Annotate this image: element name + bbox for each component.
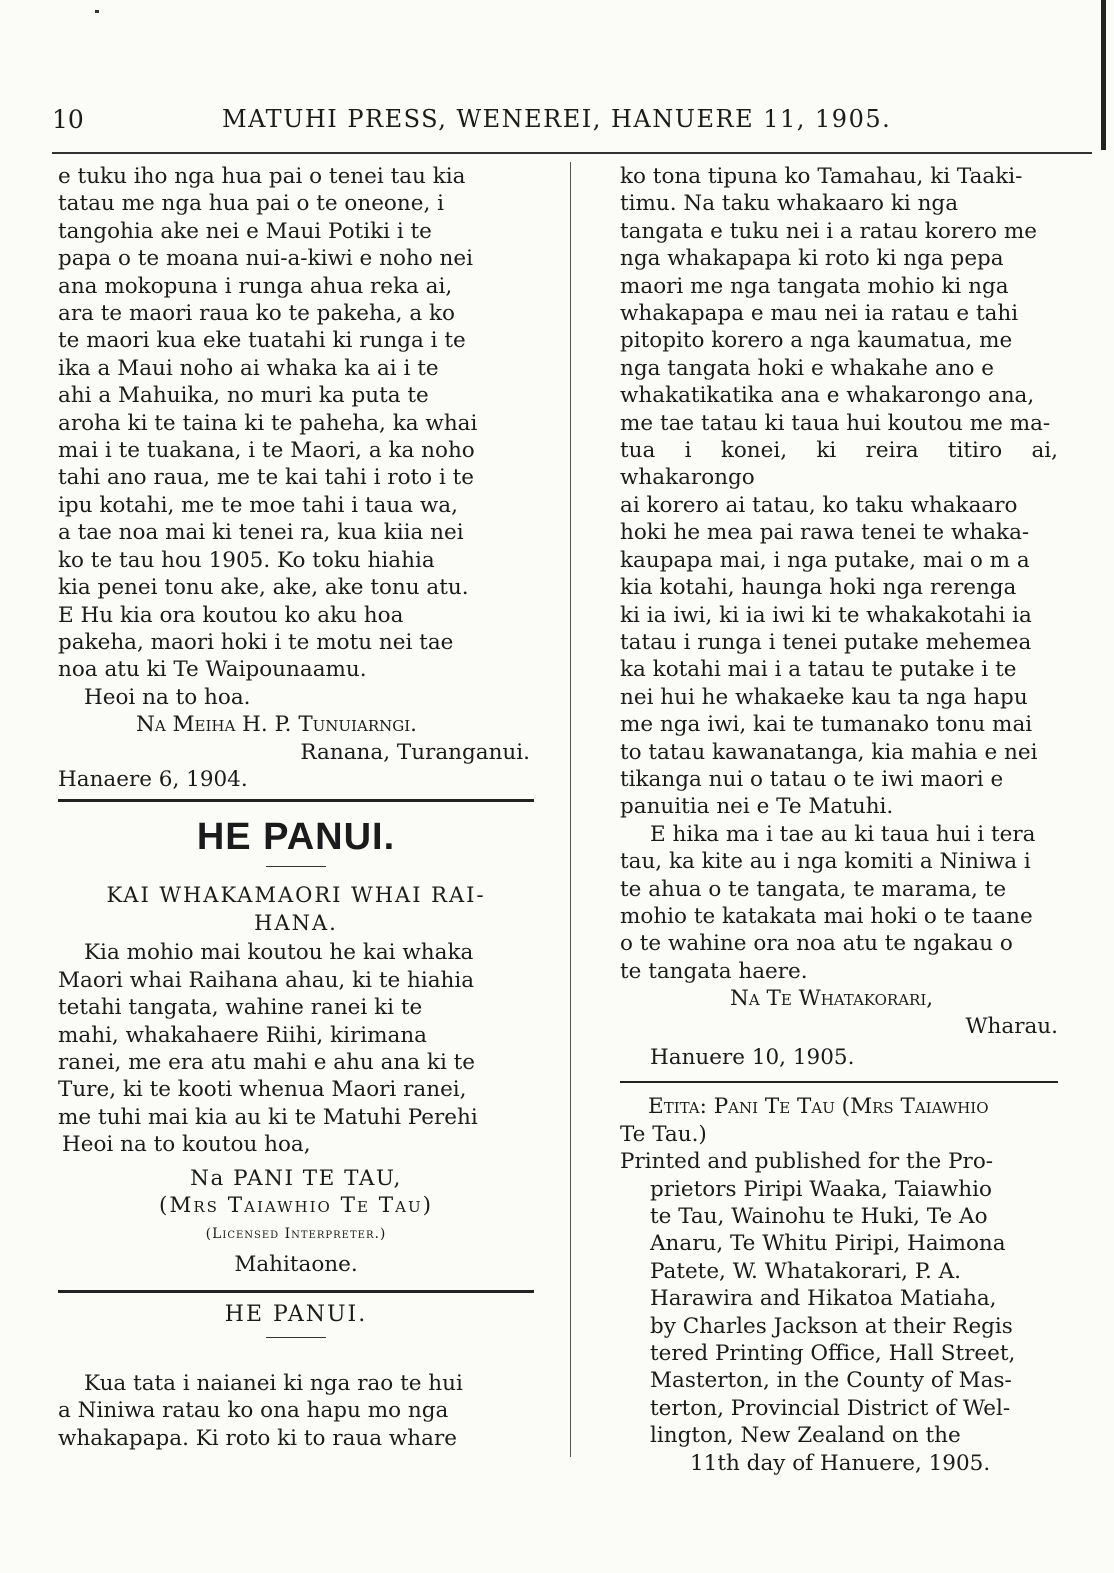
- text-line: prietors Piripi Waaka, Taiawhio: [650, 1176, 992, 1202]
- right-date: Hanuere 10, 1905.: [650, 1045, 855, 1070]
- text-line: ika a Maui noho ai whaka ka ai i te: [58, 355, 439, 381]
- imprint-date: 11th day of Hanuere, 1905.: [690, 1450, 991, 1476]
- text-line: me nga iwi, kai te tumanako tonu mai: [620, 712, 1033, 738]
- text-line: ipu kotahi, me te moe tahi i taua wa,: [58, 492, 458, 518]
- page-number: 10: [52, 105, 84, 134]
- licensed-note: (Licensed Interpreter.): [205, 1226, 387, 1243]
- text-line: tahi ano raua, me te kai tahi i roto i te: [58, 465, 475, 491]
- text-line: me tae tatau ki taua hui koutou me ma-: [620, 410, 1051, 436]
- panui-heading: HE PANUI.: [196, 816, 396, 859]
- text-line: noa atu ki Te Waipounaamu.: [58, 657, 367, 683]
- text-line: whakapapa. Ki roto ki to raua whare: [58, 1425, 457, 1451]
- text-line: ki ia iwi, ki ia iwi ki te whakakotahi ia: [620, 602, 1032, 628]
- imprint: [620, 1093, 1058, 1477]
- text-line: pakeha, maori hoki i te motu nei tae: [58, 629, 454, 655]
- masthead-title: MATUHI PRESS, WENEREI, HANUERE 11, 1905.: [222, 105, 892, 133]
- left-column: [58, 163, 534, 1338]
- text-line: tatau i runga i tenei putake mehemea: [620, 629, 1032, 655]
- text-line: panuitia nei e Te Matuhi.: [620, 794, 894, 820]
- column-divider: [570, 162, 571, 1457]
- text-line: Anaru, Te Whitu Piripi, Haimona: [650, 1231, 1006, 1257]
- short-rule: [266, 866, 326, 867]
- panui-closing: Heoi na to koutou hoa,: [62, 1132, 311, 1158]
- text-line: aroha ki te taina ki te paheha, ka whai: [58, 410, 478, 436]
- left-date: Hanaere 6, 1904.: [58, 766, 248, 792]
- text-line: ai korero ai tatau, ko taku whakaaro: [620, 492, 1018, 518]
- text-line: nga tangata hoki e whakahe ano e: [620, 355, 995, 381]
- text-line: a tae noa mai ki tenei ra, kua kiia nei: [58, 520, 464, 546]
- text-line: tua i konei, ki reira titiro ai, whakarongo: [620, 438, 1058, 491]
- panui2-heading: HE PANUI.: [224, 1302, 368, 1328]
- text-line: pitopito korero a nga kaumatua, me: [620, 328, 1013, 354]
- text-line: te tangata haere.: [620, 958, 808, 984]
- right-place: Wharau.: [965, 1013, 1058, 1039]
- text-line: mahi, whakahaere Riihi, kirimana: [58, 1022, 427, 1048]
- text-line: Printed and published for the Pro-: [620, 1149, 994, 1175]
- left-signature: Na Meiha H. P. Tunuiarngi.: [136, 712, 417, 738]
- panui-subheading: KAI WHAKAMAORI WHAI RAI-HANA.: [106, 883, 486, 936]
- text-line: tatau me nga hua pai o te oneone, i: [58, 191, 444, 217]
- section-rule: [58, 1290, 534, 1293]
- header-rule: [52, 152, 1092, 154]
- text-line: ara te maori raua ko te pakeha, a ko: [58, 301, 455, 327]
- text-line: te Tau, Wainohu te Huki, Te Ao: [650, 1204, 988, 1230]
- text-line: o te wahine ora noa atu te ngakau o: [620, 931, 1013, 957]
- right-article: [620, 163, 1058, 821]
- text-line: whakatikatika ana e whakarongo ana,: [620, 383, 1035, 409]
- right-signature: Na Te Whatakorari,: [730, 986, 934, 1012]
- text-line: Maori whai Raihana ahau, ki te hiahia: [58, 967, 475, 993]
- panui-body: [58, 939, 534, 1131]
- text-line: Masterton, in the County of Mas-: [650, 1368, 1012, 1394]
- text-line: mohio te katakata mai hoki o te taane: [620, 903, 1033, 929]
- text-line: mai i te tuakana, i te Maori, a ka noho: [58, 438, 475, 464]
- text-line: terton, Provincial District of Wel-: [650, 1395, 1011, 1421]
- text-line: ranei, me era atu mahi e ahu ana ki te: [58, 1049, 476, 1075]
- left-closing: Heoi na to hoa.: [84, 684, 251, 710]
- left-place: Ranana, Turanganui.: [300, 739, 530, 765]
- left-column-continued: [58, 1370, 534, 1452]
- text-line: Kia mohio mai koutou he kai whaka: [84, 940, 474, 966]
- right-column: [620, 163, 1058, 1477]
- text-line: maori me nga tangata mohio ki nga: [620, 273, 1009, 299]
- text-line: to tatau kawanatanga, kia mahia e nei: [620, 739, 1038, 765]
- short-rule: [266, 1337, 326, 1338]
- text-line: Harawira and Hikatoa Matiaha,: [650, 1286, 997, 1312]
- right-paragraph: [620, 821, 1058, 985]
- text-line: kia kotahi, haunga hoki nga rerenga: [620, 575, 1017, 601]
- text-line: E hika ma i tae au ki taua hui i tera: [650, 821, 1036, 847]
- panui-place: Mahitaone.: [234, 1251, 358, 1277]
- text-line: ahi a Mahuika, no muri ka puta te: [58, 383, 429, 409]
- text-line: kia penei tonu ake, ake, ake tonu atu.: [58, 575, 469, 601]
- text-line: tikanga nui o tatau o te iwi maori e: [620, 766, 1004, 792]
- text-line: a Niniwa ratau ko ona hapu mo nga: [58, 1398, 449, 1424]
- text-line: lington, New Zealand on the: [650, 1423, 961, 1449]
- text-line: papa o te moana nui-a-kiwi e noho nei: [58, 246, 473, 272]
- text-line: tangohia ake nei e Maui Potiki i te: [58, 218, 432, 244]
- panui-name: (Mrs Taiawhio Te Tau): [158, 1193, 433, 1218]
- text-line: whakapapa e mau nei ia ratau e tahi: [620, 301, 1019, 327]
- text-line: nei hui he whakaeke kau ta nga hapu: [620, 684, 1028, 710]
- text-line: nga whakapapa ki roto ki nga pepa: [620, 246, 1004, 272]
- text-line: ana mokopuna i runga ahua reka ai,: [58, 273, 453, 299]
- imprint-body: [620, 1148, 1058, 1449]
- editor-line: Etita: Pani Te Tau (Mrs Taiawhio: [648, 1094, 989, 1120]
- panui2-body: [58, 1370, 534, 1452]
- text-line: E Hu kia ora koutou ko aku hoa: [58, 602, 404, 628]
- left-article: [58, 163, 534, 684]
- text-line: timu. Na taku whakaaro ki nga: [620, 191, 959, 217]
- text-line: Patete, W. Whatakorari, P. A.: [650, 1258, 961, 1284]
- section-rule: [620, 1081, 1058, 1083]
- text-line: by Charles Jackson at their Regis: [650, 1313, 1013, 1339]
- text-line: me tuhi mai kia au ki te Matuhi Perehi: [58, 1104, 478, 1130]
- speck-mark: [95, 10, 99, 13]
- text-line: Kua tata i naianei ki nga rao te hui: [84, 1371, 463, 1396]
- editor-line: Te Tau.): [620, 1121, 707, 1147]
- text-line: ko tona tipuna ko Tamahau, ki Taaki-: [620, 164, 1023, 189]
- panui-signature: Na PANI TE TAU,: [190, 1165, 402, 1191]
- text-line: tau, ka kite au i nga komiti a Niniwa i: [620, 849, 1031, 875]
- text-line: hoki he mea pai rawa tenei te whaka-: [620, 520, 1030, 546]
- text-line: te ahua o te tangata, te marama, te: [620, 876, 1007, 902]
- page-header: [52, 105, 1092, 145]
- section-rule: [58, 799, 534, 802]
- text-line: e tuku iho nga hua pai o tenei tau kia: [58, 164, 466, 189]
- text-line: ko te tau hou 1905. Ko toku hiahia: [58, 547, 435, 573]
- text-line: ka kotahi mai i a tatau te putake i te: [620, 657, 1017, 683]
- text-line: Ture, ki te kooti whenua Maori ranei,: [58, 1077, 467, 1103]
- text-line: te maori kua eke tuatahi ki runga i te: [58, 328, 466, 354]
- text-line: kaupapa mai, i nga putake, mai o m a: [620, 547, 1030, 573]
- text-line: tered Printing Office, Hall Street,: [650, 1341, 1016, 1367]
- text-line: tangata e tuku nei i a ratau korero me: [620, 218, 1037, 244]
- text-line: tetahi tangata, wahine ranei ki te: [58, 995, 423, 1021]
- page-edge-bar: [1101, 0, 1106, 150]
